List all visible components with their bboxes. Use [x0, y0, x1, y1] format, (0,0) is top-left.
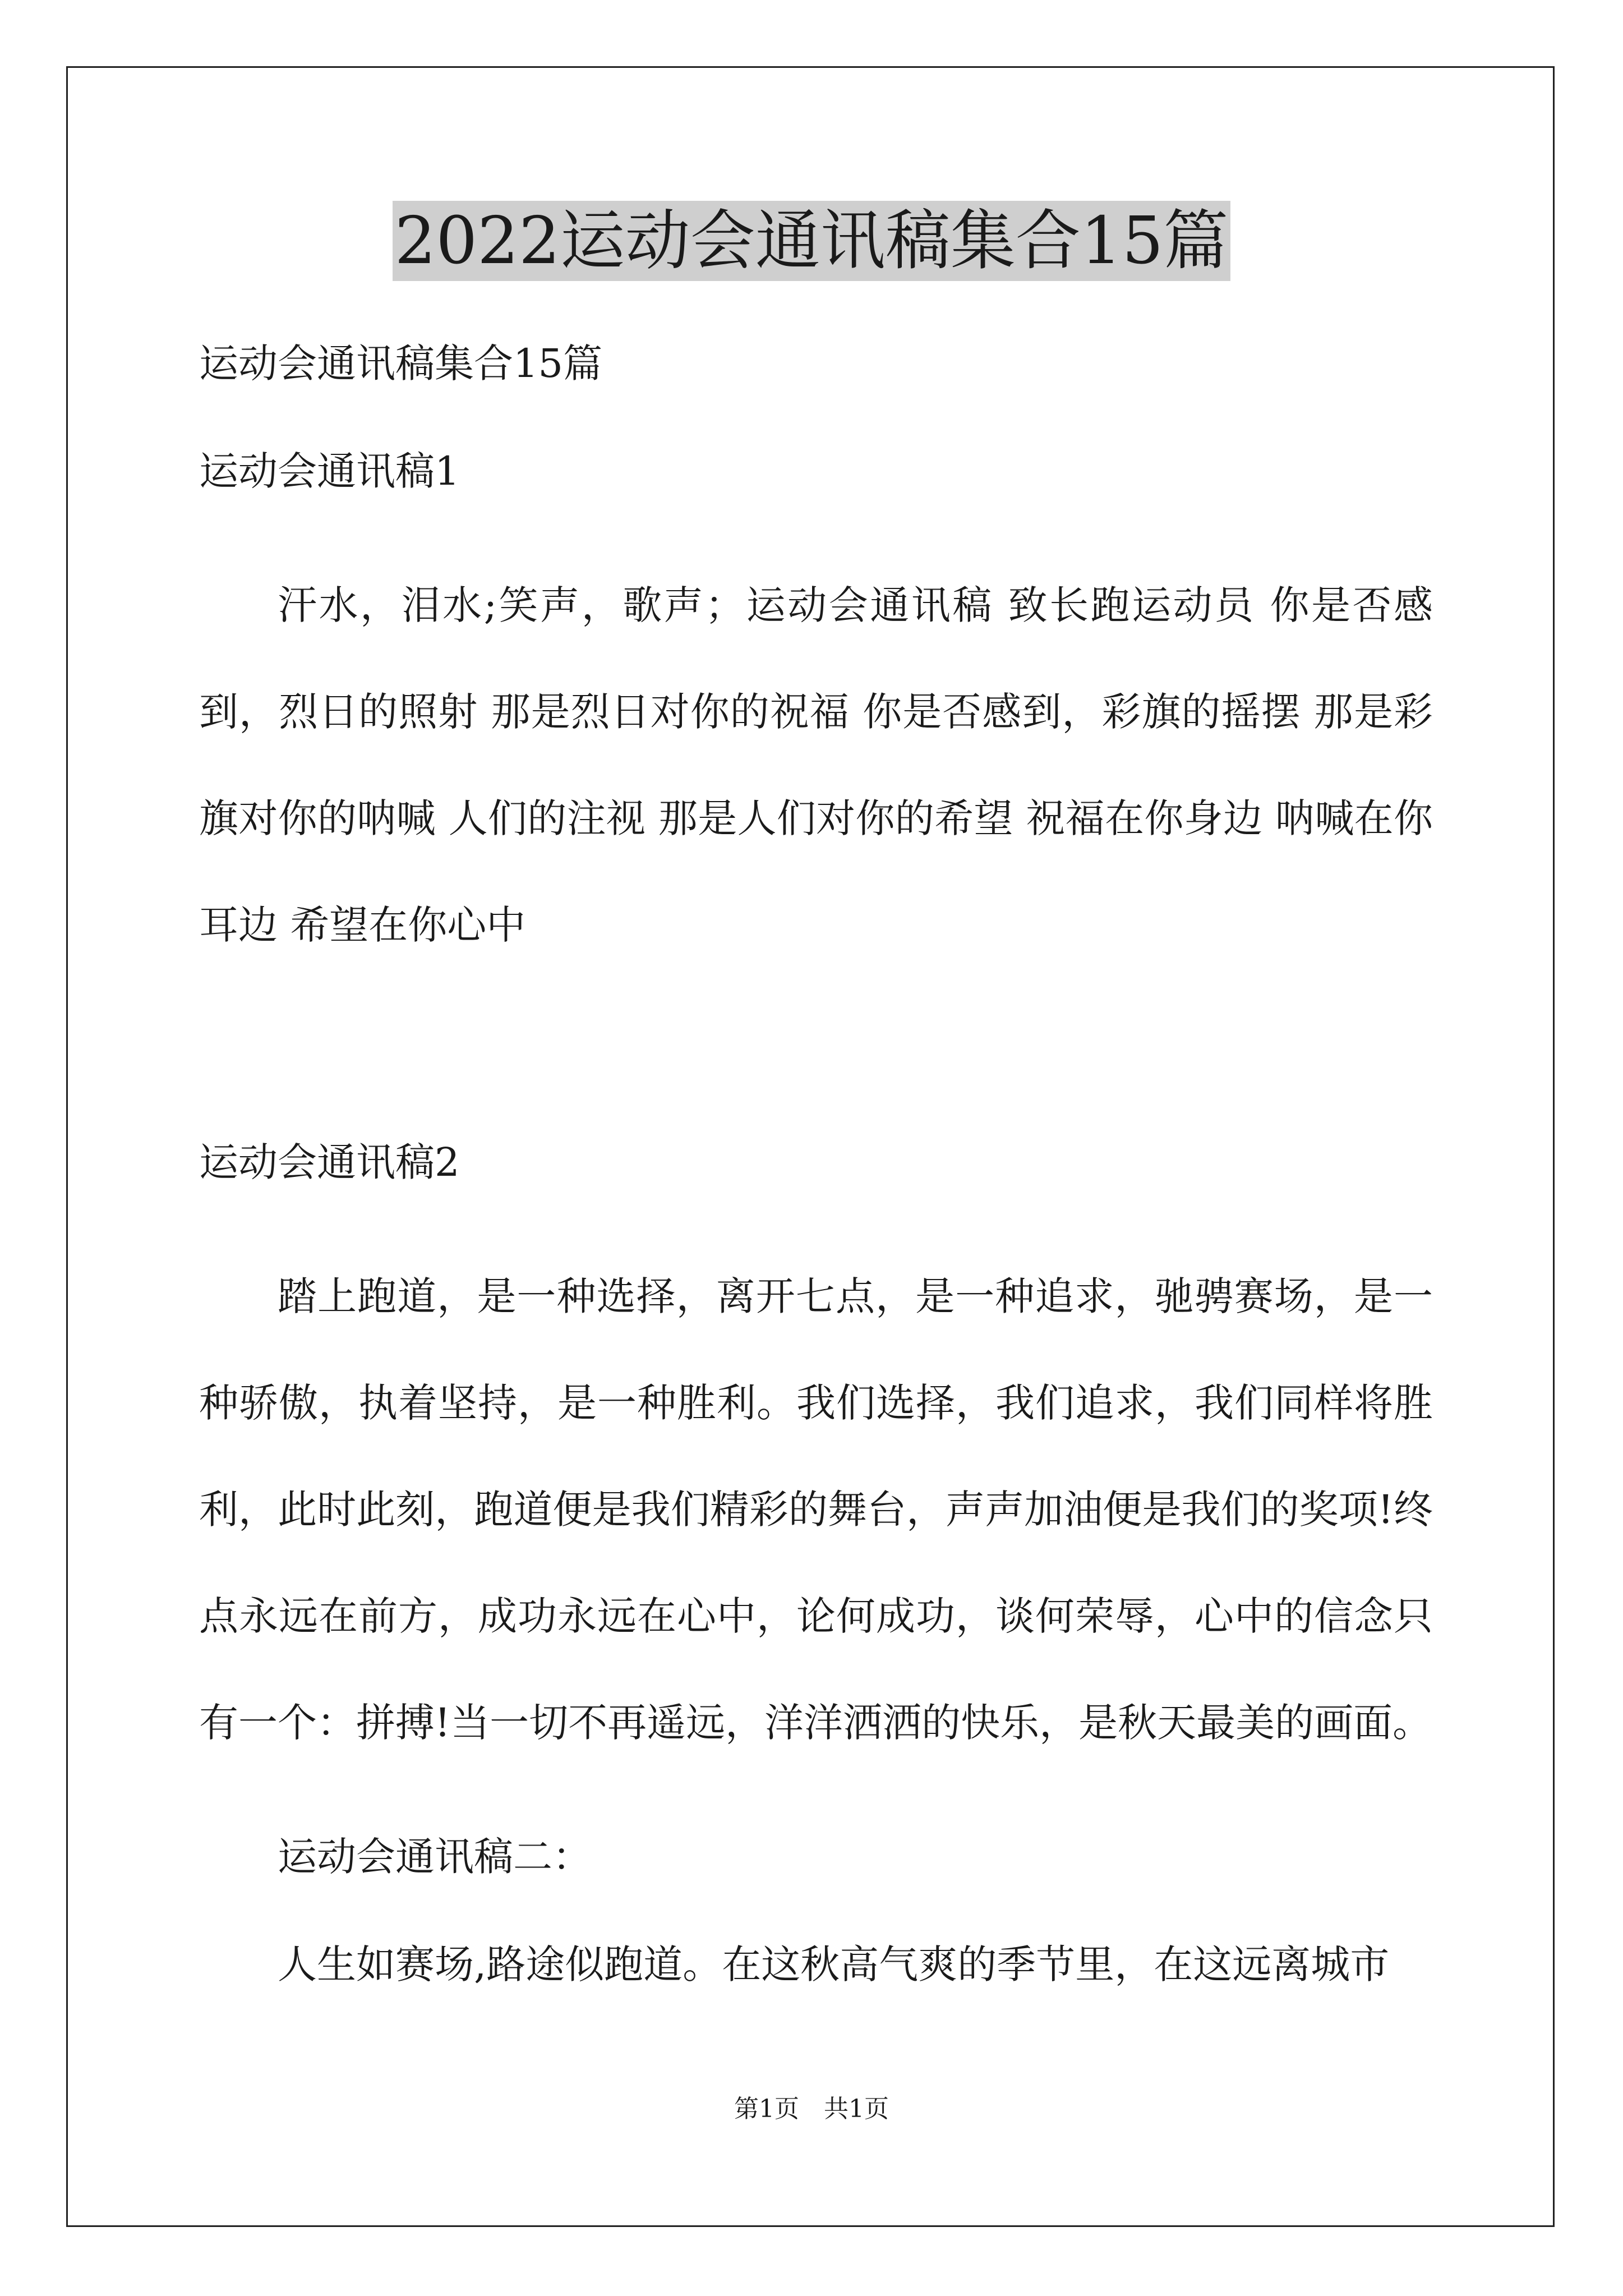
document-body — [199, 314, 1433, 1991]
section-subheading-2: 运动会通讯稿二： — [278, 1834, 592, 1880]
section-paragraph-2b: 人生如赛场,路途似跑道。在这秋高气爽的季节里，在这远离城市 — [278, 1941, 1390, 1987]
section-paragraph-2: 踏上跑道，是一种选择，离开七点，是一种追求，驰骋赛场，是一种骄傲，执着坚持，是一种胜利。我们选择，我们追求，我们同样将胜利，此时此刻，跑道便是我们精彩的舞台，声声加油便是我们的奖项!终点永远在前方，成功永远在心中，论何成功，谈何荣辱，心中的信念只有一个：拼搏!当一切不再遥远，洋洋洒洒的快乐，是秋天最美的画面。 — [199, 1273, 1433, 1746]
section-heading-2: 运动会通讯稿2 — [199, 1139, 460, 1185]
section-heading-1: 运动会通讯稿1 — [199, 448, 460, 494]
document-title-text: 2022运动会通讯稿集合15篇 — [393, 201, 1231, 281]
document-subtitle: 运动会通讯稿集合15篇 — [199, 341, 603, 386]
section-paragraph-1: 汗水，泪水;笑声，歌声；运动会通讯稿 致长跑运动员 你是否感到，烈日的照射 那是烈日对你的祝福 你是否感到，彩旗的摇摆 那是彩旗对你的呐喊 人们的注视 那是人们对你的希望 祝福在你身边 呐喊在你耳边 希望在你心中 — [199, 582, 1433, 948]
document-title — [0, 202, 1623, 280]
page-footer: 第1页 共1页 — [734, 2095, 889, 2123]
